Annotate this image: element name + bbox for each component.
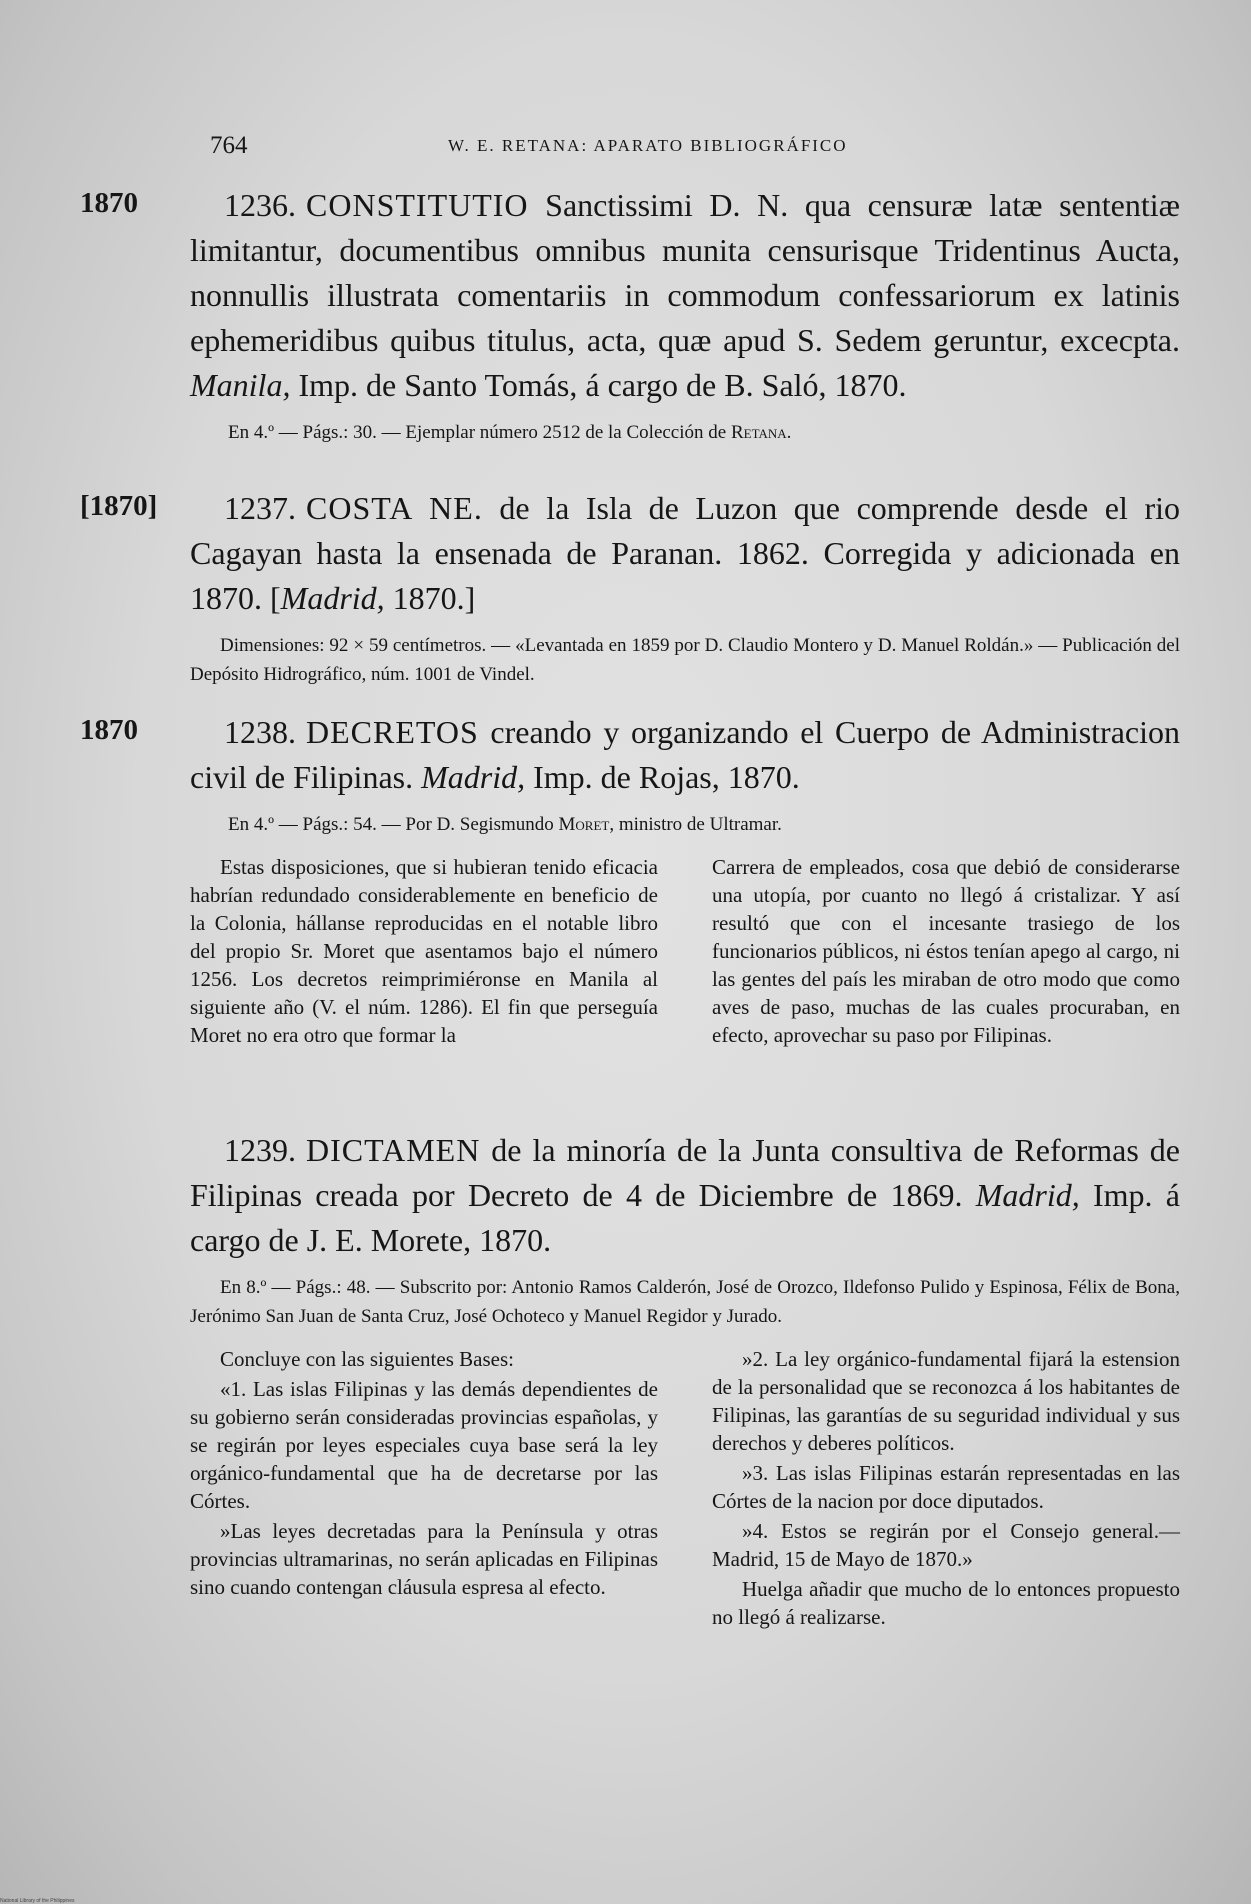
entry-note: Dimensiones: 92 × 59 centímetros. — «Levantada en 1859 por D. Claudio Montero y D. Manuel Roldán.» — Publicación del Depósito Hidrográfico, núm. 1001 de Vindel. xyxy=(190,635,1180,685)
entry-body: creando y organizando el Cuerpo de Administracion civil de Filipinas. xyxy=(190,714,1180,795)
entry-number: 1238. xyxy=(224,714,296,750)
entry-body: Sanctissimi D. N. qua censuræ latæ sententiæ limitantur, documentibus omnibus munita censurisque Tridentinus Aucta, nonnullis illustrata comentariis in commodum confessariorum ex latinis ephemeridibus quibus titulus, acta, quæ apud S. Sedem geruntur, excecpta. xyxy=(190,187,1180,358)
commentary-left: Estas disposiciones, que si hubieran tenido eficacia habrían redundado considerablemente en beneficio de la Colonia, hállanse reproducidas en el notable libro del propio Sr. Moret que asentamos bajo el número 1256. Los decretos reimprimiéronse en Manila al siguiente año (V. el núm. 1286). El fin que perseguía Moret no era otro que formar la xyxy=(190,855,658,1047)
entry-place: Madrid, xyxy=(280,580,385,616)
entry-year: 1870 xyxy=(80,187,138,219)
entry-title: COSTA NE. xyxy=(306,490,483,526)
library-footer: National Library of the Philippines xyxy=(0,1898,75,1904)
entry-body: de la Isla de Luzon que comprende desde el rio Cagayan hasta la ensenada de Paranan. 1862. Corregida y adicionada en 1870. [ xyxy=(190,490,1181,616)
entry-title: DECRETOS xyxy=(306,714,479,750)
entry-title: DICTAMEN xyxy=(306,1132,481,1168)
entry-number: 1239. xyxy=(224,1132,296,1168)
commentary-right: Carrera de empleados, cosa que debió de considerarse una utopía, por cuanto no llegó á cristalizar. Y así resultó que con el incesante trasiego de los funcionarios públicos, ni éstos tenían apego al cargo, ni las gentes del país les miraban de otro modo que como aves de paso, muchas de las cuales procuraban, en efecto, aprovechar su paso por Filipinas. xyxy=(712,855,1180,1047)
page-header xyxy=(210,128,1170,164)
entry-note: En 8.º — Págs.: 48. — Subscrito por: Antonio Ramos Calderón, José de Orozco, Ildefonso Pulido y Espinosa, Félix de Bona, Jerónimo San Juan de Santa Cruz, José Ochoteco y Manuel Regidor y Jurado. xyxy=(190,1277,1180,1327)
entry-text xyxy=(190,1128,1180,1263)
entry-year: 1870 xyxy=(80,714,138,746)
entry-number: 1237. xyxy=(224,490,296,526)
entry-printer: 1870.] xyxy=(384,580,476,616)
entry-note: En 4.º — Págs.: 54. — Por D. Segismundo Moret, ministro de Ultramar. xyxy=(228,814,782,835)
entry-printer: Imp. de Santo Tomás, á cargo de B. Saló, 1870. xyxy=(290,367,907,403)
entry-number: 1236. xyxy=(224,187,296,223)
entry-note: En 4.º — Págs.: 30. — Ejemplar número 2512 de la Colección de Retana. xyxy=(228,422,792,443)
entry-place: Manila, xyxy=(190,367,291,403)
entry-1238 xyxy=(80,710,1180,1051)
entry-printer: Imp. á cargo de J. E. Morete, 1870. xyxy=(190,1177,1180,1258)
commentary-right: »2. La ley orgánico-fundamental fijará la estension de la personalidad que se reconozca á los habitantes de Filipinas, las garantías de su seguridad individual y sus derechos y deberes políticos. »3. Las islas Filipinas estarán representadas en las Córtes de la nacion por doce diputados. »4. Estos se regirán por el Consejo general.—Madrid, 15 de Mayo de 1870.» Huelga añadir que mucho de lo entonces propuesto no llegó á realizarse. xyxy=(712,1347,1180,1629)
running-title: W. E. RETANA: APARATO BIBLIOGRÁFICO xyxy=(448,136,848,155)
entry-year: [1870] xyxy=(80,490,158,522)
commentary-left: Concluye con las siguientes Bases: «1. Las islas Filipinas y las demás dependientes de su gobierno serán consideradas provincias españolas, y se regirán por leyes especiales cuya base será la ley orgánico-fundamental que ha de decretarse por las Córtes. »Las leyes decretadas para la Península y otras provincias ultramarinas, no serán aplicadas en Filipinas sino cuando contengan cláusula espresa al efecto. xyxy=(190,1347,658,1599)
entry-text xyxy=(190,486,1180,621)
commentary-columns xyxy=(190,1345,1180,1633)
entry-1239 xyxy=(190,1128,1180,1633)
entry-text xyxy=(190,183,1180,408)
entry-title: CONSTITUTIO xyxy=(306,187,529,223)
commentary-columns xyxy=(190,853,1180,1051)
entry-text xyxy=(190,710,1180,800)
entry-1236 xyxy=(80,183,1180,447)
entry-1237 xyxy=(80,486,1181,689)
entry-place: Madrid, xyxy=(421,759,526,795)
entry-printer: Imp. de Rojas, 1870. xyxy=(525,759,800,795)
entry-place: Madrid, xyxy=(975,1177,1080,1213)
entry-body: de la minoría de la Junta consultiva de Reformas de Filipinas creada por Decreto de 4 de Diciembre de 1869. xyxy=(190,1132,1180,1213)
page-number: 764 xyxy=(210,132,248,159)
